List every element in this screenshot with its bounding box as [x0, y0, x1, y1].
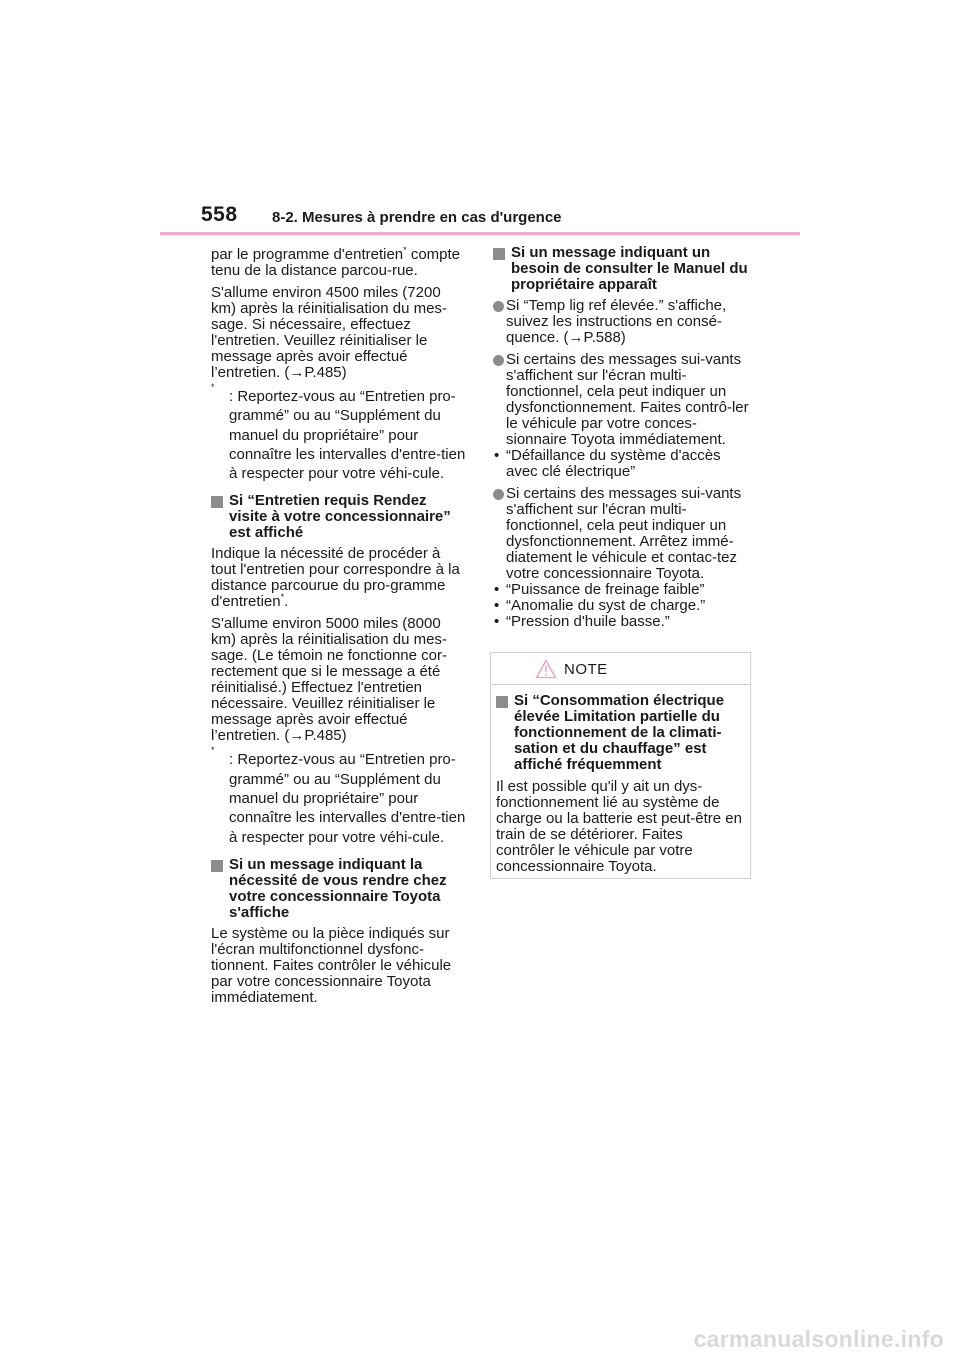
- paragraph: Le système ou la pièce indiqués sur l'écran multifonctionnel dysfonc-tionnent. Faites contrôler le véhicule par votre concessionnaire Toyota immédiatement.: [211, 924, 452, 1006]
- note-title: NOTE: [564, 661, 608, 678]
- square-bullet-icon: [493, 248, 505, 260]
- list-item: • “Anomalie du syst de charge.”: [494, 597, 706, 614]
- paragraph: Il est possible qu'il y ait un dys-fonctionnement lié au système de charge ou la batterie est peut-être en train de se détériorer. Faites contrôler le véhicule par votre concessionnaire Toyota.: [496, 778, 742, 875]
- paragraph: Indique la nécessité de procéder à tout l'entretien pour correspondre à la distance parcourue du pro-gramme d'entretien*.: [211, 545, 460, 611]
- section-heading: Si “Entretien requis Rendez visite à votre concessionnaire” est affiché: [211, 493, 469, 541]
- list-item: Si certains des messages sui-vants s'affichent sur l'écran multi-fonctionnel, cela peut indiquer un dysfonctionnement. Faites contrô-ler le véhicule par votre conces-sionnaire Toyota immédiatement.: [493, 352, 755, 448]
- note-body: [491, 685, 750, 875]
- left-column: [211, 247, 469, 1012]
- right-column: [493, 245, 755, 636]
- list-item: Si certains des messages sui-vants s'affichent sur l'écran multi-fonctionnel, cela peut indiquer un dysfonctionnement. Arrêtez immé-diatement le véhicule et contac-tez votre concessionnaire Toyota.: [493, 486, 755, 582]
- footnote: * : Reportez-vous au “Entretien pro-grammé” ou au “Supplément du manuel du propriétaire” pour connaître les intervalles d'entre-tien à respecter pour votre véhi-cule.: [211, 745, 466, 846]
- footnote-ref: *: [403, 245, 407, 255]
- footnote-ref: *: [280, 592, 285, 603]
- list-item: • “Défaillance du système d'accès avec clé électrique”: [494, 447, 721, 480]
- section-heading: Si un message indiquant un besoin de consulter le Manuel du propriétaire apparaît: [493, 245, 755, 293]
- list-item: • “Pression d'huile basse.”: [494, 613, 670, 630]
- header-rule: [160, 232, 800, 235]
- square-bullet-icon: [211, 860, 223, 872]
- warning-triangle-icon: [535, 659, 557, 679]
- footnote: * : Reportez-vous au “Entretien pro-grammé” ou au “Supplément du manuel du propriétaire” pour connaître les intervalles d'entre-tien à respecter pour votre véhi-cule.: [211, 382, 466, 483]
- list-item: Si “Temp lig ref élevée.” s'affiche, suivez les instructions en consé-quence. (→P.588): [493, 298, 755, 346]
- page-number: 558: [201, 203, 238, 226]
- note-header: [491, 653, 750, 685]
- section-title: 8-2. Mesures à prendre en cas d'urgence: [272, 209, 562, 226]
- round-bullet-icon: [493, 489, 504, 500]
- square-bullet-icon: [211, 496, 223, 508]
- section-heading: Si un message indiquant la nécessité de vous rendre chez votre concessionnaire Toyota s'affiche: [211, 857, 469, 921]
- section-heading: Si “Consommation électrique élevée Limitation partielle du fonctionnement de la climati-sation et du chauffage” est affiché fréquemment: [496, 693, 745, 773]
- note-box: [490, 652, 751, 879]
- round-bullet-icon: [493, 355, 504, 366]
- paragraph: par le programme d'entretien* compte tenu de la distance parcou-rue.: [211, 245, 461, 279]
- watermark: carmanualsonline.info: [693, 1326, 944, 1352]
- message-list: [493, 582, 755, 630]
- list-item: • “Puissance de freinage faible”: [494, 581, 705, 598]
- square-bullet-icon: [496, 696, 508, 708]
- paragraph: S'allume environ 4500 miles (7200 km) après la réinitialisation du mes-sage. Si nécessaire, effectuez l'entretien. Veuillez réinitialiser le message après avoir effectué l’entretien. (→P.485): [211, 284, 447, 381]
- message-list: [493, 448, 755, 480]
- paragraph: S'allume environ 5000 miles (8000 km) après la réinitialisation du mes-sage. (Le témoin ne fonctionne cor-rectement que si le message a été réinitialisé.) Effectuez l'entretien nécessaire. Veuillez réinitialiser le message après avoir effectué l’entretien. (→P.485): [211, 615, 447, 745]
- round-bullet-icon: [493, 301, 504, 312]
